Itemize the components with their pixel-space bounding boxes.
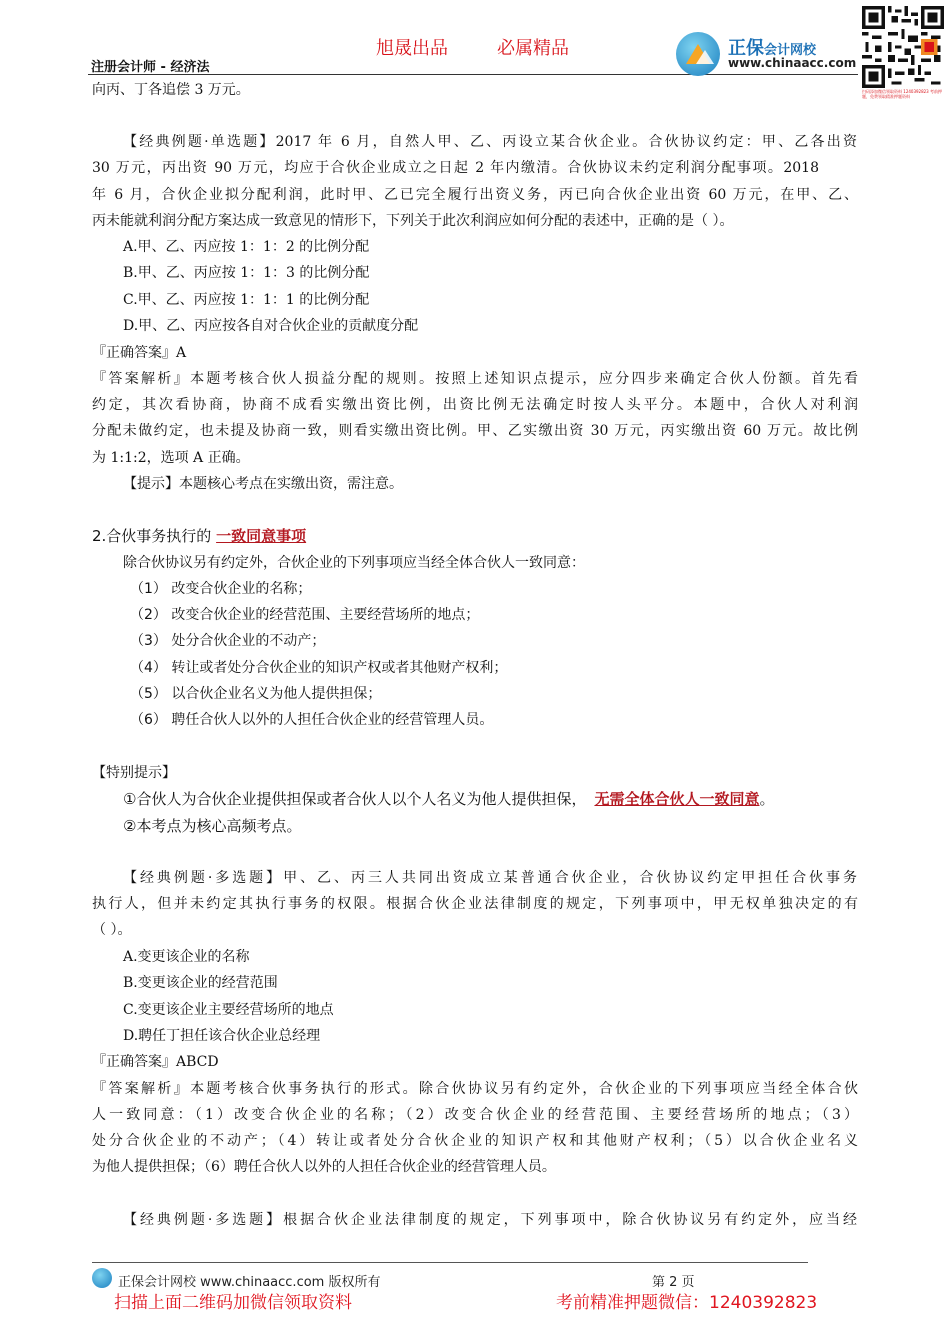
q1-analysis-4: 为 1:1:2，选项 A 正确。 — [92, 450, 250, 466]
q1-line-2: 30 万元，丙出资 90 万元，均应于合伙企业成立之日起 2 年内缴清。合伙协议未约定利润分配事项。2018 — [92, 160, 819, 176]
q1-line-1: 【经典例题·单选题】2017 年 6 月，自然人甲、乙、丙设立某合伙企业。合伙协议约定：甲、乙各出资 — [123, 134, 857, 150]
special-tip-highlight: 无需全体合伙人一致同意 — [594, 790, 760, 808]
brand-slogan-right: 必属精品 — [497, 38, 569, 59]
q2-analysis-4: 为他人提供担保；（6）聘任合伙人以外的人担任合伙企业的经营管理人员。 — [92, 1159, 556, 1175]
qr-caption: 扫码添加微信领取资料 1240392823 考前押题，免费领取精准押题资料 — [862, 89, 942, 99]
promo-scan-qr: 扫描上面二维码加微信领取资料 — [114, 1293, 352, 1313]
q1-option-b: B.甲、乙、丙应按 1：1：3 的比例分配 — [123, 265, 370, 281]
section-2-item-3: （3） 处分合伙企业的不动产； — [130, 633, 326, 649]
q2-option-d: D.聘任丁担任该合伙企业总经理 — [123, 1028, 321, 1044]
q1-tip: 【提示】本题核心考点在实缴出资，需注意。 — [123, 476, 403, 492]
page-number: 第 2 页 — [652, 1275, 695, 1290]
qr-code-icon[interactable] — [862, 6, 944, 88]
q2-line-1: 【经典例题·多选题】甲、乙、丙三人共同出资成立某普通合伙企业，合伙协议约定甲担任合伙事务 — [123, 870, 857, 886]
q2-option-b: B.变更该企业的经营范围 — [123, 975, 278, 991]
footer-logo-icon — [92, 1268, 112, 1288]
section-2-highlight: 一致同意事项 — [216, 527, 307, 545]
section-2-title: 2.合伙事务执行的 一致同意事项 — [92, 527, 307, 545]
logo-url: www.chinaacc.com — [728, 56, 857, 70]
chinaacc-logo[interactable] — [676, 30, 860, 74]
q1-analysis-3: 分配未做约定，也未提及协商一致，则看实缴出资比例。甲、乙实缴出资 30 万元，丙实缴出资 60 万元。故比例 — [92, 423, 858, 439]
course-title: 注册会计师 - 经济法 — [91, 60, 210, 75]
logo-name: 正保会计网校 — [728, 38, 817, 59]
q1-option-d: D.甲、乙、丙应按各自对合伙企业的贡献度分配 — [123, 318, 419, 334]
q2-answer: 『正确答案』ABCD — [92, 1054, 219, 1070]
section-2-item-2: （2） 改变合伙企业的经营范围、主要经营场所的地点； — [130, 607, 480, 623]
header-divider — [88, 74, 858, 75]
section-2-item-6: （6） 聘任合伙人以外的人担任合伙企业的经营管理人员。 — [130, 712, 494, 728]
q1-line-3: 年 6 月，合伙企业拟分配利润，此时甲、乙已完全履行出资义务，丙已向合伙企业出资 60 万元，在甲、乙、 — [92, 187, 858, 203]
section-2-item-5: （5） 以合伙企业名义为他人提供担保； — [130, 686, 382, 702]
special-tip-title: 【特别提示】 — [92, 765, 176, 781]
q1-analysis-1: 『答案解析』本题考核合伙人损益分配的规则。按照上述知识点提示，应分四步来确定合伙人份额。首先看 — [92, 371, 858, 387]
q1-option-a: A.甲、乙、丙应按 1：1：2 的比例分配 — [123, 239, 370, 255]
q1-analysis-2: 约定，其次看协商，协商不成看实缴出资比例，出资比例无法确定时按人头平分。本题中，合伙人对利润 — [92, 397, 858, 413]
q2-option-a: A.变更该企业的名称 — [123, 949, 250, 965]
q1-answer: 『正确答案』A — [92, 345, 187, 361]
section-2-intro: 除合伙协议另有约定外，合伙企业的下列事项应当经全体合伙人一致同意： — [123, 555, 585, 571]
footer-copyright: 正保会计网校 www.chinaacc.com 版权所有 — [118, 1275, 381, 1290]
q3-line-1: 【经典例题·多选题】根据合伙企业法律制度的规定，下列事项中，除合伙协议另有约定外，应当经 — [123, 1212, 857, 1228]
continuation-line: 向丙、丁各追偿 3 万元。 — [92, 82, 250, 98]
q2-option-c: C.变更该企业主要经营场所的地点 — [123, 1002, 334, 1018]
q2-analysis-1: 『答案解析』本题考核合伙事务执行的形式。除合伙协议另有约定外，合伙企业的下列事项应当经全体合伙 — [92, 1081, 858, 1097]
q2-line-3: （ ）。 — [92, 922, 132, 938]
promo-wechat: 考前精准押题微信：1240392823 — [556, 1293, 818, 1313]
q1-line-4: 丙未能就利润分配方案达成一致意见的情形下，下列关于此次利润应如何分配的表述中，正确的是（ ）。 — [92, 213, 734, 229]
q2-analysis-3: 处分合伙企业的不动产；（4）转让或者处分合伙企业的知识产权和其他财产权利；（5）以合伙企业名义 — [92, 1133, 858, 1149]
q2-analysis-2: 人一致同意：（1）改变合伙企业的名称；（2）改变合伙企业的经营范围、主要经营场所的地点；（3） — [92, 1107, 858, 1123]
section-2-item-4: （4） 转让或者处分合伙企业的知识产权或者其他财产权利； — [130, 660, 508, 676]
q1-option-c: C.甲、乙、丙应按 1：1：1 的比例分配 — [123, 292, 370, 308]
special-tip-line-1: ①合伙人为合伙企业提供担保或者合伙人以个人名义为他人提供担保， 无需全体合伙人一致同意。 — [123, 790, 775, 808]
q2-line-2: 执行人，但并未约定其执行事务的权限。根据合伙企业法律制度的规定，下列事项中，甲无权单独决定的有 — [92, 896, 858, 912]
section-2-item-1: （1） 改变合伙企业的名称； — [130, 581, 312, 597]
special-tip-line-2: ②本考点为核心高频考点。 — [123, 817, 302, 835]
brand-slogan-left: 旭晟出品 — [376, 38, 448, 59]
footer-divider — [92, 1262, 808, 1263]
